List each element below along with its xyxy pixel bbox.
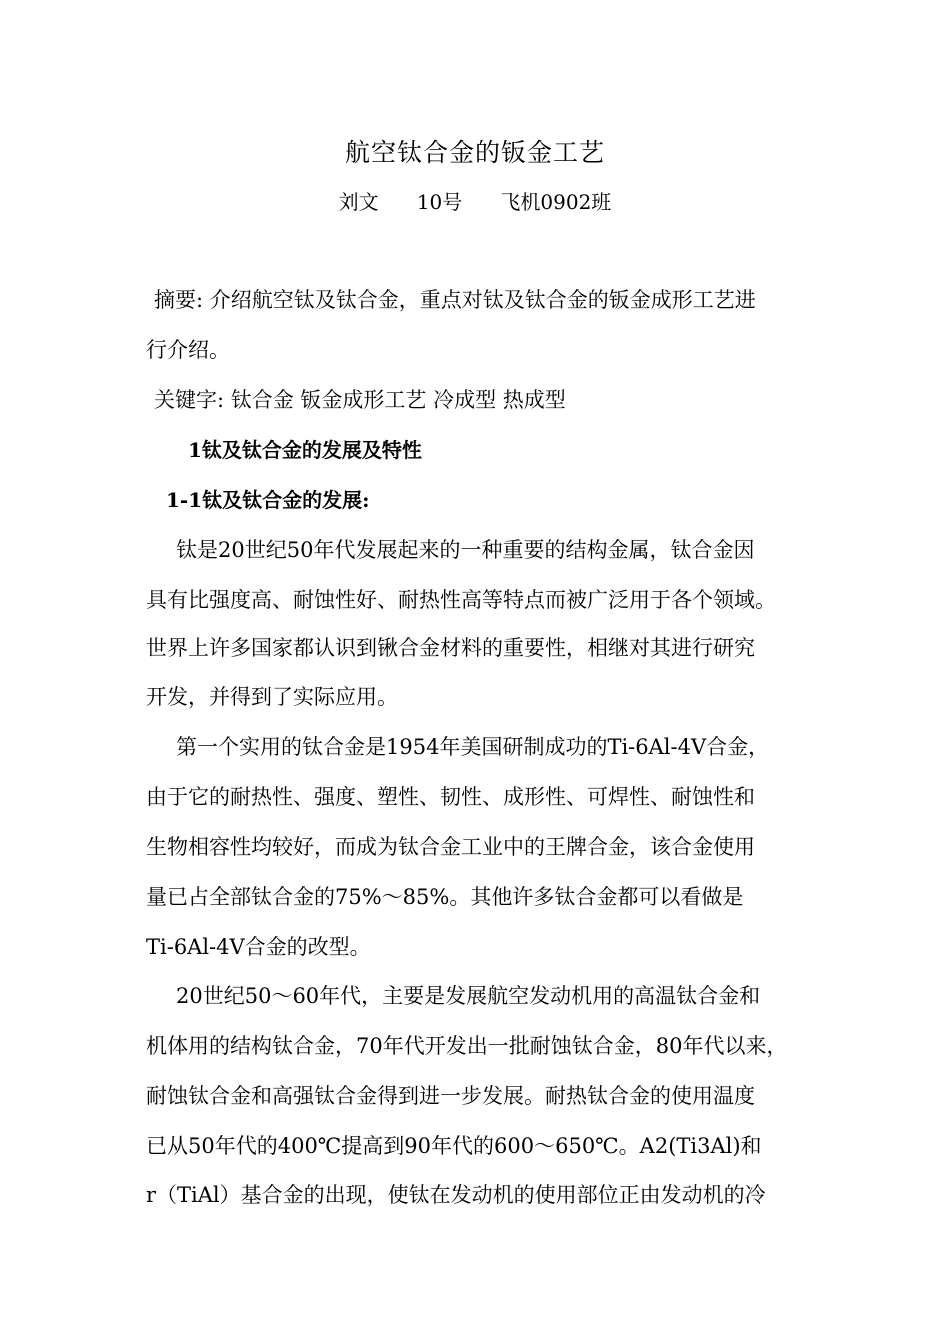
document-title: 航空钛合金的钣金工艺: [344, 138, 605, 167]
section-heading: 1钛及钛合金的发展及特性: [188, 438, 422, 462]
paragraph-line: r（TiAl）基合金的出现，使钛在发动机的使用部位正由发动机的冷: [146, 1183, 766, 1207]
abstract-line: 行介绍。: [146, 338, 230, 362]
keywords-line: 关键字: 钛合金 钣金成形工艺 冷成型 热成型: [154, 388, 566, 412]
paragraph-line: 钛是20世纪50年代发展起来的一种重要的结构金属，钛合金因: [176, 538, 755, 562]
paragraph-line: 第一个实用的钛合金是1954年美国研制成功的Ti-6Al-4V合金，: [176, 735, 770, 759]
paragraph-line: 耐蚀钛合金和高强钛合金得到进一步发展。耐热钛合金的使用温度: [146, 1084, 755, 1108]
paragraph-line: 由于它的耐热性、强度、塑性、韧性、成形性、可焊性、耐蚀性和: [146, 785, 755, 809]
paragraph-line: 20世纪50～60年代，主要是发展航空发动机用的高温钛合金和: [176, 984, 761, 1008]
paragraph-line: 量已占全部钛合金的75%～85%。其他许多钛合金都可以看做是: [146, 885, 744, 909]
paragraph-line: 开发，并得到了实际应用。: [146, 685, 398, 709]
paragraph-line: 已从50年代的400℃提高到90年代的600～650℃。A2(Ti3Al)和: [146, 1134, 762, 1158]
paragraph-line: 机体用的结构钛合金，70年代开发出一批耐蚀钛合金，80年代以来，: [146, 1034, 788, 1058]
paragraph-line: 具有比强度高、耐蚀性好、耐热性高等特点而被广泛用于各个领域。: [146, 588, 776, 612]
paragraph-line: Ti-6Al-4V合金的改型。: [146, 935, 371, 959]
paragraph-line: 世界上许多国家都认识到锹合金材料的重要性，相继对其进行研究: [146, 636, 755, 660]
paragraph-line: 生物相容性均较好，而成为钛合金工业中的王牌合金，该合金使用: [146, 835, 755, 859]
subsection-heading: 1-1钛及钛合金的发展:: [166, 488, 370, 512]
abstract-line: 摘要: 介绍航空钛及钛合金，重点对钛及钛合金的钣金成形工艺进: [154, 288, 756, 312]
author-line: 刘文 10号 飞机0902班: [338, 190, 612, 214]
